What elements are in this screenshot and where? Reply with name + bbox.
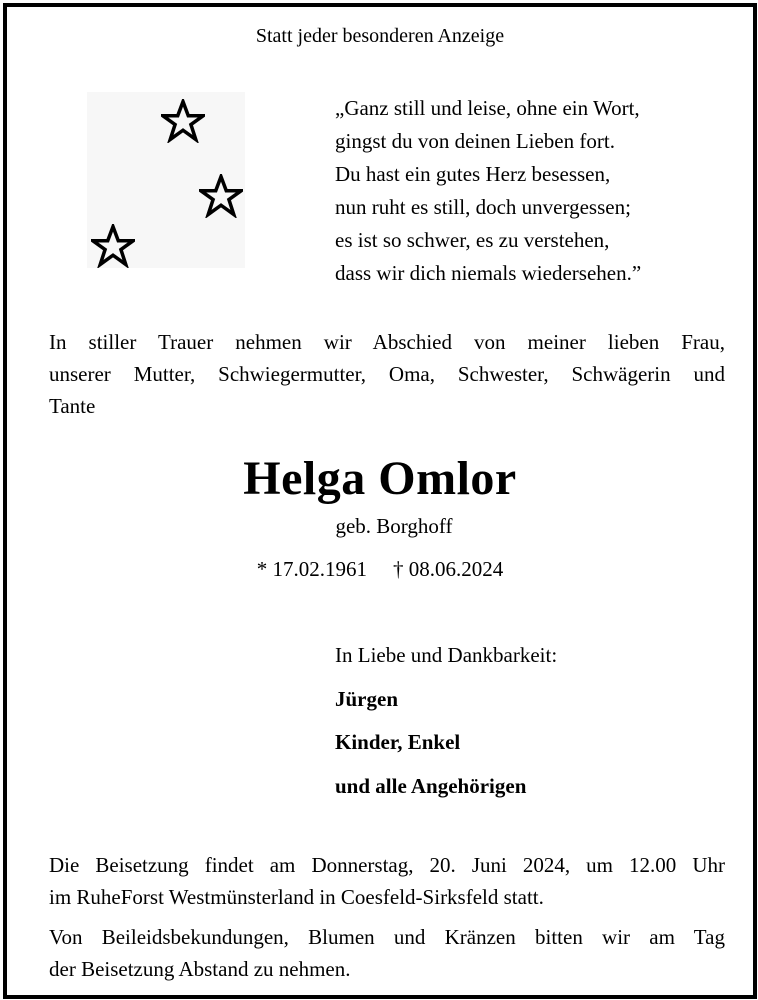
notice-header: Statt jeder besonderen Anzeige [255, 25, 505, 47]
funeral-line: im RuheForst Westmünsterland in Coesfeld-Sirksfeld statt. [49, 885, 544, 909]
deceased-name: Helga Omlor [243, 452, 517, 505]
intro-line: unserer Mutter, Schwiegermutter, Oma, Schwester, Schwägerin und [49, 362, 725, 386]
poem-line: nun ruht es still, doch unvergessen; [335, 195, 631, 219]
funeral-line: Die Beisetzung findet am Donnerstag, 20. Juni 2024, um 12.00 Uhr [49, 853, 725, 877]
star-outline-icon [161, 99, 205, 143]
intro-line: In stiller Trauer nehmen wir Abschied von meiner lieben Frau, [49, 330, 725, 354]
condolence-line: der Beisetzung Abstand zu nehmen. [49, 957, 351, 981]
maiden-name: geb. Borghoff [335, 514, 453, 538]
mourner-name: Jürgen [335, 687, 398, 711]
intro-line: Tante [49, 394, 96, 418]
poem-line: Du hast ein gutes Herz besessen, [335, 162, 611, 186]
birth-date: * 17.02.1961 [256, 557, 367, 581]
mourner-name: und alle Angehörigen [335, 774, 527, 798]
life-dates [7, 557, 753, 581]
condolence-line: Von Beileidsbekundungen, Blumen und Kränzen bitten wir am Tag [49, 925, 725, 949]
star-outline-icon [91, 224, 135, 268]
poem-line: „Ganz still und leise, ohne ein Wort, [335, 96, 640, 120]
obituary-notice [3, 3, 757, 999]
poem-line: es ist so schwer, es zu verstehen, [335, 228, 610, 252]
stars-illustration [87, 92, 245, 268]
death-date: † 08.06.2024 [393, 557, 504, 581]
poem-line: dass wir dich niemals wiedersehen.” [335, 261, 642, 285]
mourners-intro: In Liebe und Dankbarkeit: [335, 643, 558, 667]
poem-line: gingst du von deinen Lieben fort. [335, 129, 615, 153]
star-outline-icon [199, 174, 243, 218]
mourner-name: Kinder, Enkel [335, 730, 461, 754]
